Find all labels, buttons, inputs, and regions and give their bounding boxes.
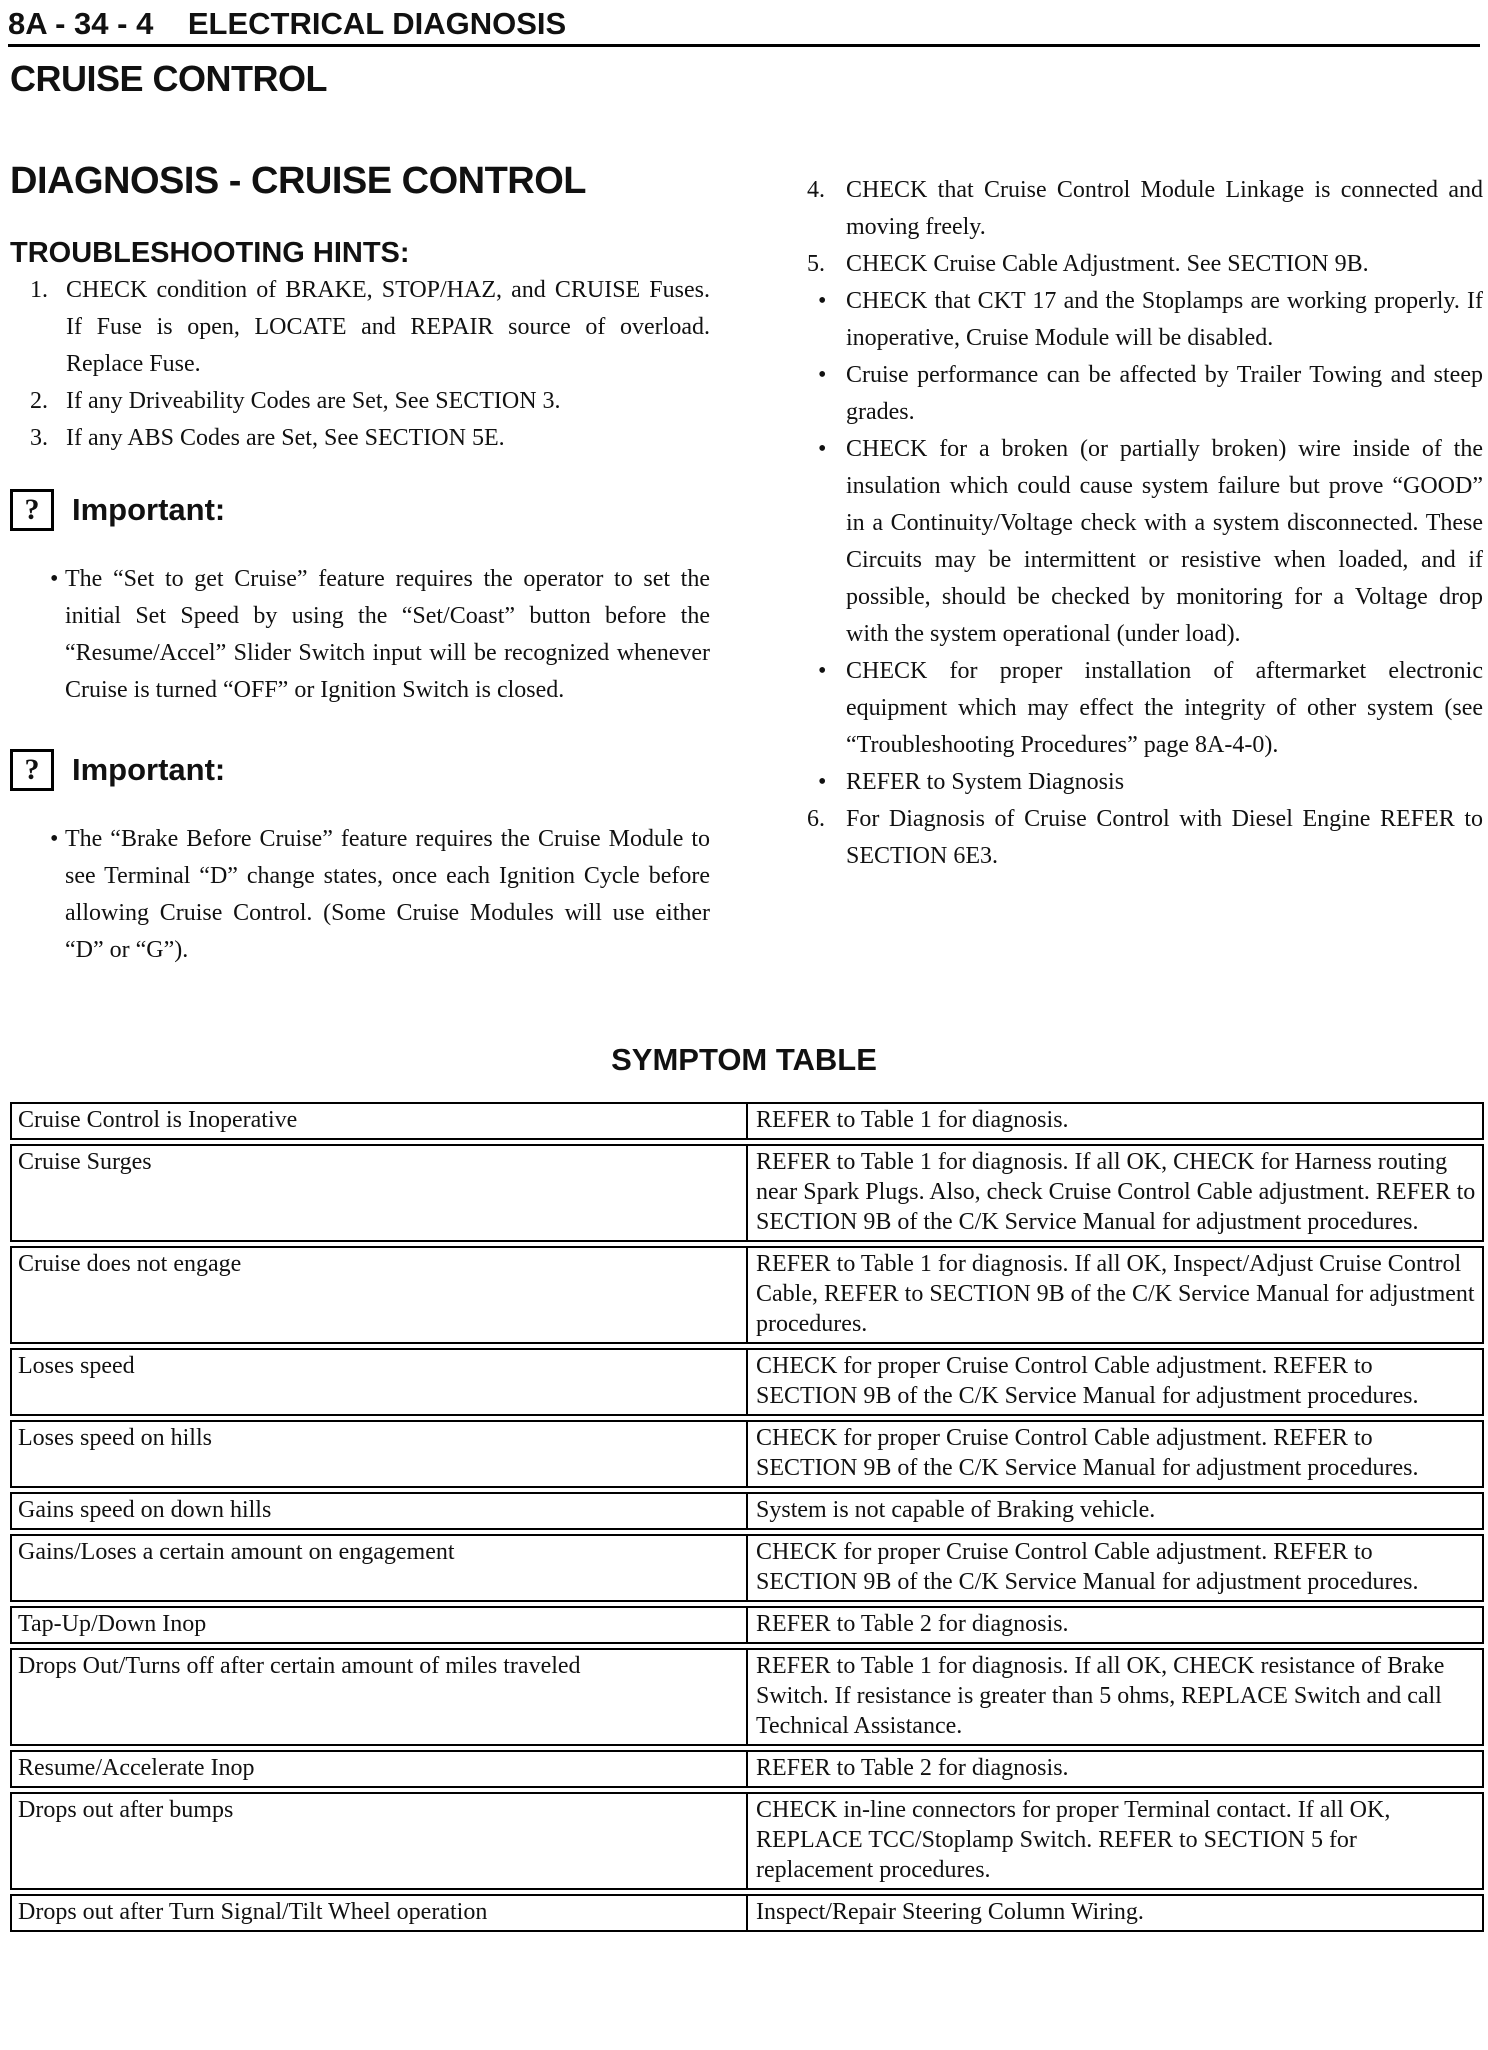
table-row — [11, 1607, 1483, 1643]
symptom-cell: Loses speed — [11, 1349, 747, 1415]
check-item — [807, 283, 1483, 357]
important-callout — [10, 489, 710, 531]
symptom-cell: Cruise does not engage — [11, 1247, 747, 1343]
important-list — [10, 561, 710, 709]
hint-item — [10, 420, 710, 457]
table-row — [11, 1493, 1483, 1529]
list-marker: • — [818, 288, 827, 314]
action-cell: REFER to Table 1 for diagnosis. — [747, 1103, 1483, 1139]
action-cell: CHECK for proper Cruise Control Cable adjustment. REFER to SECTION 9B of the C/K Service Manual for adjustment procedures. — [747, 1421, 1483, 1487]
list-item-text: CHECK that Cruise Control Module Linkage is connected and moving freely. — [846, 177, 1483, 240]
symptom-cell: Gains speed on down hills — [11, 1493, 747, 1529]
action-cell: Inspect/Repair Steering Column Wiring. — [747, 1895, 1483, 1931]
symptom-cell: Loses speed on hills — [11, 1421, 747, 1487]
symptom-cell: Drops out after Turn Signal/Tilt Wheel operation — [11, 1895, 747, 1931]
check-item — [807, 801, 1483, 875]
table-row — [11, 1793, 1483, 1889]
list-marker: 6. — [807, 806, 825, 832]
checks-list — [807, 172, 1483, 875]
action-cell: REFER to Table 1 for diagnosis. If all OK, Inspect/Adjust Cruise Control Cable, REFER to SECTION 9B of the C/K Service Manual for adjustment procedures. — [747, 1247, 1483, 1343]
list-item-text: If any Driveability Codes are Set, See SECTION 3. — [66, 388, 561, 414]
important-label: Important: — [72, 492, 226, 527]
action-cell: CHECK for proper Cruise Control Cable adjustment. REFER to SECTION 9B of the C/K Service Manual for adjustment procedures. — [747, 1349, 1483, 1415]
check-item — [807, 764, 1483, 801]
list-marker: 4. — [807, 177, 825, 203]
list-item-text: The “Brake Before Cruise” feature requires the Cruise Module to see Terminal “D” change states, once each Ignition Cycle before allowing Cruise Control. (Some Cruise Modules will use either “D” or “G”). — [65, 826, 710, 963]
subsection-number: 4 — [136, 6, 154, 41]
hints-list — [10, 272, 710, 457]
table-row — [11, 1145, 1483, 1241]
list-marker: • — [818, 769, 827, 795]
list-item-text: REFER to System Diagnosis — [846, 769, 1125, 795]
action-cell: CHECK for proper Cruise Control Cable adjustment. REFER to SECTION 9B of the C/K Service Manual for adjustment procedures. — [747, 1535, 1483, 1601]
list-marker: • — [818, 436, 827, 462]
list-marker: 3. — [30, 425, 48, 451]
list-item-text: CHECK for a broken (or partially broken) wire inside of the insulation which could cause system failure but prove “GOOD” in a Continuity/Voltage check with a system disconnected. These Circuits may be intermittent or resistive when loaded, and if possible, should be checked by monitoring for a Voltage drop with the system operational (under load). — [846, 436, 1483, 647]
table-row — [11, 1535, 1483, 1601]
symptom-cell: Cruise Control is Inoperative — [11, 1103, 747, 1139]
action-cell: System is not capable of Braking vehicle. — [747, 1493, 1483, 1529]
hints-heading: TROUBLESHOOTING HINTS: — [10, 237, 410, 269]
action-cell: REFER to Table 2 for diagnosis. — [747, 1751, 1483, 1787]
list-marker: 1. — [30, 277, 48, 303]
list-item-text: CHECK Cruise Cable Adjustment. See SECTION 9B. — [846, 251, 1369, 277]
check-item — [807, 431, 1483, 653]
check-item — [807, 357, 1483, 431]
symptom-cell: Cruise Surges — [11, 1145, 747, 1241]
table-row — [11, 1247, 1483, 1343]
important-callout — [10, 749, 710, 791]
table-row — [11, 1421, 1483, 1487]
table-row — [11, 1895, 1483, 1931]
section-title: CRUISE CONTROL — [10, 58, 327, 99]
check-item — [807, 653, 1483, 764]
right-column — [807, 172, 1483, 875]
symptom-cell: Drops out after bumps — [11, 1793, 747, 1889]
list-marker: • — [50, 566, 59, 592]
action-cell: CHECK in-line connectors for proper Terminal contact. If all OK, REPLACE TCC/Stoplamp Switch. REFER to SECTION 5 for replacement procedures. — [747, 1793, 1483, 1889]
list-marker: • — [818, 362, 827, 388]
table-row — [11, 1103, 1483, 1139]
list-item-text: Cruise performance can be affected by Trailer Towing and steep grades. — [846, 362, 1483, 425]
check-item — [807, 246, 1483, 283]
important-icon: ? — [10, 489, 54, 531]
table-row — [11, 1751, 1483, 1787]
important-list — [10, 821, 710, 969]
left-column — [10, 160, 710, 969]
page-number: 34 — [74, 6, 109, 41]
list-item-text: For Diagnosis of Cruise Control with Diesel Engine REFER to SECTION 6E3. — [846, 806, 1483, 869]
important-label: Important: — [72, 752, 226, 787]
list-marker: 2. — [30, 388, 48, 414]
table-row — [11, 1649, 1483, 1745]
symptom-cell: Tap-Up/Down Inop — [11, 1607, 747, 1643]
list-item-text: If any ABS Codes are Set, See SECTION 5E. — [66, 425, 505, 451]
diagnosis-heading: DIAGNOSIS - CRUISE CONTROL — [10, 160, 587, 202]
hint-item — [10, 383, 710, 420]
action-cell: REFER to Table 1 for diagnosis. If all OK, CHECK for Harness routing near Spark Plugs. Also, check Cruise Control Cable adjustment. REFER to SECTION 9B of the C/K Service Manual for adjustment procedures. — [747, 1145, 1483, 1241]
list-item-text: The “Set to get Cruise” feature requires the operator to set the initial Set Speed by using the “Set/Coast” button before the “Resume/Accel” Slider Switch input will be recognized whenever Cruise is turned “OFF” or Ignition Switch is closed. — [65, 566, 710, 703]
list-item-text: CHECK condition of BRAKE, STOP/HAZ, and CRUISE Fuses. If Fuse is open, LOCATE and REPAIR source of overload. Replace Fuse. — [66, 277, 710, 377]
action-cell: REFER to Table 1 for diagnosis. If all OK, CHECK resistance of Brake Switch. If resistance is greater than 5 ohms, REPLACE Switch and call Technical Assistance. — [747, 1649, 1483, 1745]
list-marker: 5. — [807, 251, 825, 277]
important-icon: ? — [10, 749, 54, 791]
important-item — [10, 561, 710, 709]
header-title: ELECTRICAL DIAGNOSIS — [187, 6, 567, 41]
list-marker: • — [50, 826, 59, 852]
symptom-cell: Resume/Accelerate Inop — [11, 1751, 747, 1787]
symptom-cell: Drops Out/Turns off after certain amount of miles traveled — [11, 1649, 747, 1745]
symptom-table-title: SYMPTOM TABLE — [611, 1042, 877, 1077]
table-row — [11, 1349, 1483, 1415]
page-header: 8A - 34 - 4 ELECTRICAL DIAGNOSIS — [8, 4, 1480, 47]
hint-item — [10, 272, 710, 383]
list-marker: • — [818, 658, 827, 684]
list-item-text: CHECK for proper installation of aftermarket electronic equipment which may effect the integrity of other system (see “Troubleshooting Procedures” page 8A-4-0). — [846, 658, 1483, 758]
list-item-text: CHECK that CKT 17 and the Stoplamps are working properly. If inoperative, Cruise Module will be disabled. — [846, 288, 1483, 351]
symptom-table — [10, 1102, 1484, 1932]
check-item — [807, 172, 1483, 246]
action-cell: REFER to Table 2 for diagnosis. — [747, 1607, 1483, 1643]
important-item — [10, 821, 710, 969]
section-number: 8A — [8, 6, 47, 41]
symptom-cell: Gains/Loses a certain amount on engagement — [11, 1535, 747, 1601]
